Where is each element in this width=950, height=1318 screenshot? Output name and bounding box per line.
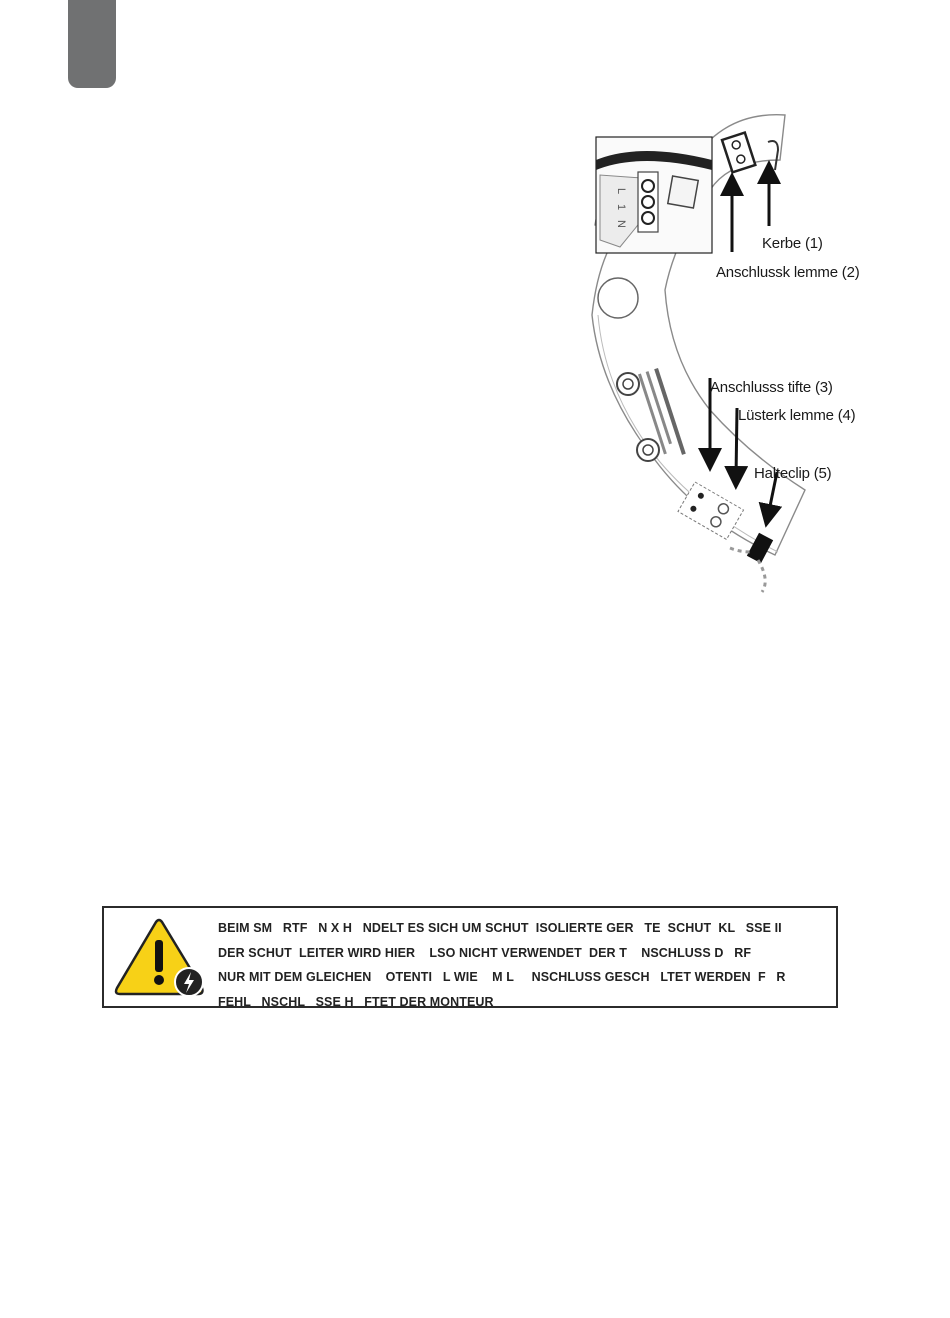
warning-line-3: NUR MIT DEM GLEICHEN OTENTI L WIE M L NSCHLUSS GESCH LTET WERDEN F R — [218, 970, 786, 984]
mounting-plate-drawing — [580, 100, 900, 600]
inset-clip — [668, 176, 698, 208]
label-anschlussklemme: Anschlussk lemme (2) — [716, 264, 860, 281]
page-tab — [68, 0, 116, 88]
terminal-mark: L — [615, 188, 627, 195]
installation-diagram — [580, 100, 900, 600]
warning-triangle-icon — [114, 918, 209, 1000]
terminal-block-top — [722, 133, 755, 173]
notch — [768, 141, 778, 170]
warning-box — [102, 906, 838, 1008]
warning-text — [218, 916, 828, 1014]
warning-line-4: FEHL NSCHL SSE H FTET DER MONTEUR — [218, 994, 494, 1009]
label-kerbe: Kerbe (1) — [762, 235, 823, 252]
warning-line-1: BEIM SM RTF N X H NDELT ES SICH UM SCHUT ISOLIERTE GER TE SCHUT KL SSE II — [218, 921, 782, 935]
label-luesterklemme: Lüsterk lemme (4) — [738, 407, 856, 424]
mounting-hole — [598, 278, 638, 318]
cable-dashed — [758, 560, 765, 592]
terminal-mark: 1 — [615, 204, 627, 211]
warning-line-2: DER SCHUT LEITER WIRD HIER LSO NICHT VERWENDET DER T NSCHLUSS D RF — [218, 945, 752, 960]
arrow-luesterklemme — [736, 408, 737, 478]
label-anschlussstifte: Anschlusss tifte (3) — [710, 379, 833, 396]
label-halteclip: Halteclip (5) — [754, 465, 832, 482]
terminal-mark: N — [615, 220, 627, 228]
